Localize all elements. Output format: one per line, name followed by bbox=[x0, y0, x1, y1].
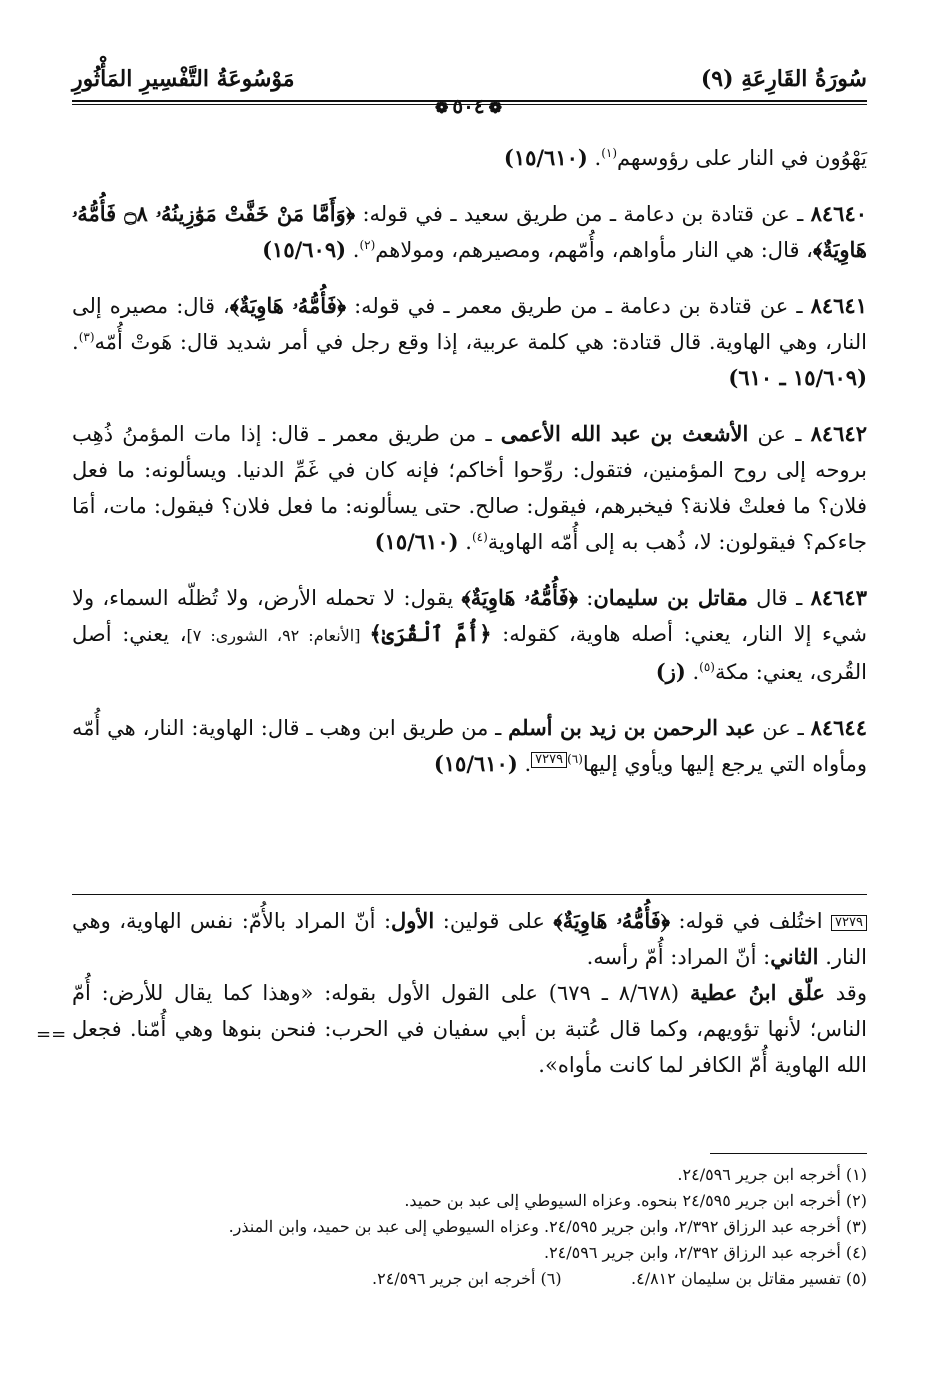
section-divider bbox=[72, 894, 867, 895]
narration-number: ٨٤٦٤٤ bbox=[810, 715, 867, 740]
quran-quote: ﴿أُمَّ ٱلْقُرَىٰ﴾ bbox=[369, 621, 492, 646]
note-paragraph: ٧٢٧٩ اختُلف في قوله: ﴿فَأُمُّهُۥ هَاوِيَةٌ﴾ على قولين: الأول: أنّ المراد بالأُمّ: نفس الهاوية، وهي النار. الثاني: أنّ المراد: أُمّ رأسه. bbox=[72, 908, 867, 969]
reference: (١٥/٦١٠) bbox=[374, 529, 459, 554]
opinion-label: الأول bbox=[391, 908, 435, 933]
narration-number: ٨٤٦٤٣ bbox=[810, 585, 867, 610]
note-paragraph: وقد علّق ابنُ عطية (٨/٦٧٨ ـ ٦٧٩) على القول الأول بقوله: «وهذا كما يقال للأرض: أُمّ الناس؛ لأنها تؤويهم، وكما قال عُتبة بن أبي سفيان في الحرب: فنحن بنوها وهي أُمّنا. فجعل الله الهاوية أُمّ الكافر لما كانت مأواه». bbox=[72, 980, 867, 1077]
scholar-name: علّق ابنُ عطية bbox=[689, 980, 825, 1005]
footnote: (٢) أخرجه ابن جرير ٢٤/٥٩٥ بنحوه. وعزاه السيوطي إلى عبد بن حميد. bbox=[404, 1191, 867, 1210]
verse-citation: [الأنعام: ٩٢، الشورى: ٧] bbox=[186, 626, 370, 645]
book-title: مَوْسُوعَةُ التَّفْسِيرِ المَأْثُورِ bbox=[72, 66, 295, 92]
margin-mark: == bbox=[36, 1024, 67, 1045]
quran-quote: ﴿فَأُمُّهُۥ هَاوِيَةٌ﴾ bbox=[229, 293, 347, 318]
reference: (١٥/٦٠٩ ـ ٦١٠) bbox=[728, 365, 867, 390]
footnote: (٤) أخرجه عبد الرزاق ٢/٣٩٢، وابن جرير ٢٤/٥٩٦. bbox=[543, 1243, 867, 1262]
narrator-name: مقاتل بن سليمان bbox=[593, 585, 748, 610]
note-box-marker[interactable]: ٧٢٧٩ bbox=[531, 752, 567, 768]
footnote: (١) أخرجه ابن جرير ٢٤/٥٩٦. bbox=[677, 1165, 867, 1184]
footnotes bbox=[72, 1162, 867, 1292]
editorial-note bbox=[72, 903, 867, 1083]
footnote-marker[interactable]: (٦) bbox=[567, 752, 583, 766]
footnote-marker[interactable]: (٢) bbox=[359, 238, 376, 252]
page-number-text: ٥٠٤ bbox=[452, 94, 485, 118]
footnote-divider bbox=[710, 1153, 867, 1154]
footnote-marker[interactable]: (٣) bbox=[78, 330, 95, 344]
main-text bbox=[72, 140, 867, 802]
quran-quote: ﴿وَأَمَّا مَنْ خَفَّتْ مَوَٰزِينُهُۥ ۝٨ فَأُمُّهُۥ هَاوِيَةٌ﴾ bbox=[72, 201, 867, 262]
paragraph-continuation: يَهْوُون في النار على رؤوسهم$^{(١)}$. (١٥/٦١٠) bbox=[503, 145, 867, 170]
narrator-name: عبد الرحمن بن زيد بن أسلم bbox=[508, 715, 756, 740]
footnote-marker[interactable]: (١) bbox=[601, 146, 618, 160]
quran-quote: ﴿فَأُمُّهُۥ هَاوِيَةٌ﴾ bbox=[553, 908, 671, 933]
narration-84642: ٨٤٦٤٢ ـ عن الأشعث بن عبد الله الأعمى ـ من طريق معمر ـ قال: إذا مات المؤمنُ ذُهِب بروحه إلى روح المؤمنين، فتقول: روِّحوا أخاكم؛ فإنه كان في غَمِّ الدنيا. ويسألونه: ما فعل فلان؟ ما فعلتْ فلانة؟ فيخبرهم، فيقول: صالح. حتى يسألونه: ما فعل فلان؟ فيقول: مات، أمَا جاءكم؟ فيقولون: لا، ذُهب به إلى أُمّه الهاوية$^{(٤)}$. (١٥/٦١٠) bbox=[72, 421, 867, 554]
narration-number: ٨٤٦٤١ bbox=[810, 293, 867, 318]
note-box-label: ٧٢٧٩ bbox=[831, 915, 867, 931]
narration-number: ٨٤٦٤٠ bbox=[810, 201, 868, 226]
narrator-name: الأشعث بن عبد الله الأعمى bbox=[500, 421, 749, 446]
ornament-icon: ❁ bbox=[434, 98, 449, 117]
narration-84640: ٨٤٦٤٠ ـ عن قتادة بن دعامة ـ من طريق سعيد ـ في قوله: ﴿وَأَمَّا مَنْ خَفَّتْ مَوَٰزِينُهُۥ ۝٨ فَأُمُّهُۥ هَاوِيَةٌ﴾، قال: هي النار مأواهم، وأُمّهم، ومصيرهم، ومولاهم$^{(٢)}$. (١٥/٦٠٩) bbox=[72, 201, 868, 262]
footnote: (٥) تفسير مقاتل بن سليمان ٤/٨١٢. bbox=[631, 1269, 867, 1288]
surah-title: سُورَةُ القَارِعَةِ (٩) bbox=[700, 66, 867, 92]
footnote: (٦) أخرجه ابن جرير ٢٤/٥٩٦. bbox=[372, 1269, 562, 1288]
narration-number: ٨٤٦٤٢ bbox=[810, 421, 867, 446]
footnote-marker[interactable]: (٥) bbox=[699, 660, 715, 674]
reference: (١٥/٦١٠) bbox=[433, 751, 518, 776]
reference: (١٥/٦١٠) bbox=[503, 145, 588, 170]
narration-84643: ٨٤٦٤٣ ـ قال مقاتل بن سليمان: ﴿فَأُمُّهُۥ هَاوِيَةٌ﴾ يقول: لا تحمله الأرض، ولا تُظلّه السماء، ولا شيء إلا النار، يعني: أصله هاوية، كقوله: ﴿أُمَّ ٱلْقُرَىٰ﴾ [الأنعام: ٩٢، الشورى: ٧]، يعني: أصل القُرى، يعني: مكة$^{(٥)}$. (ز) bbox=[72, 585, 868, 684]
narration-84641: ٨٤٦٤١ ـ عن قتادة بن دعامة ـ من طريق معمر ـ في قوله: ﴿فَأُمُّهُۥ هَاوِيَةٌ﴾، قال: مصيره إلى النار، وهي الهاوية. قال قتادة: هي كلمة عربية، إذا وقع رجل في أمر شديد قال: هَوتْ أُمّه$^{(٣)}$. (١٥/٦٠٩ ـ ٦١٠) bbox=[72, 293, 867, 390]
opinion-label: الثاني bbox=[770, 944, 819, 969]
quran-quote: ﴿فَأُمُّهُۥ هَاوِيَةٌ﴾ bbox=[461, 585, 578, 610]
footnote-marker[interactable]: (٤) bbox=[471, 530, 488, 544]
narration-84644: ٨٤٦٤٤ ـ عن عبد الرحمن بن زيد بن أسلم ـ من طريق ابن وهب ـ قال: الهاوية: النار، هي أُمّه ومأواه التي يرجع إليها ويأوي إليها$^{(٦)}$٧٢٧٩. (١٥/٦١٠) bbox=[72, 715, 867, 776]
ornament-icon: ❁ bbox=[488, 98, 503, 117]
reference: (١٥/٦٠٩) bbox=[262, 237, 347, 262]
footnote: (٣) أخرجه عبد الرزاق ٢/٣٩٢، وابن جرير ٢٤/٥٩٥. وعزاه السيوطي إلى عبد بن حميد، وابن المنذر. bbox=[228, 1217, 867, 1236]
footnote-row bbox=[72, 1266, 867, 1292]
reference: (ز) bbox=[655, 659, 686, 684]
page-number bbox=[0, 94, 937, 118]
